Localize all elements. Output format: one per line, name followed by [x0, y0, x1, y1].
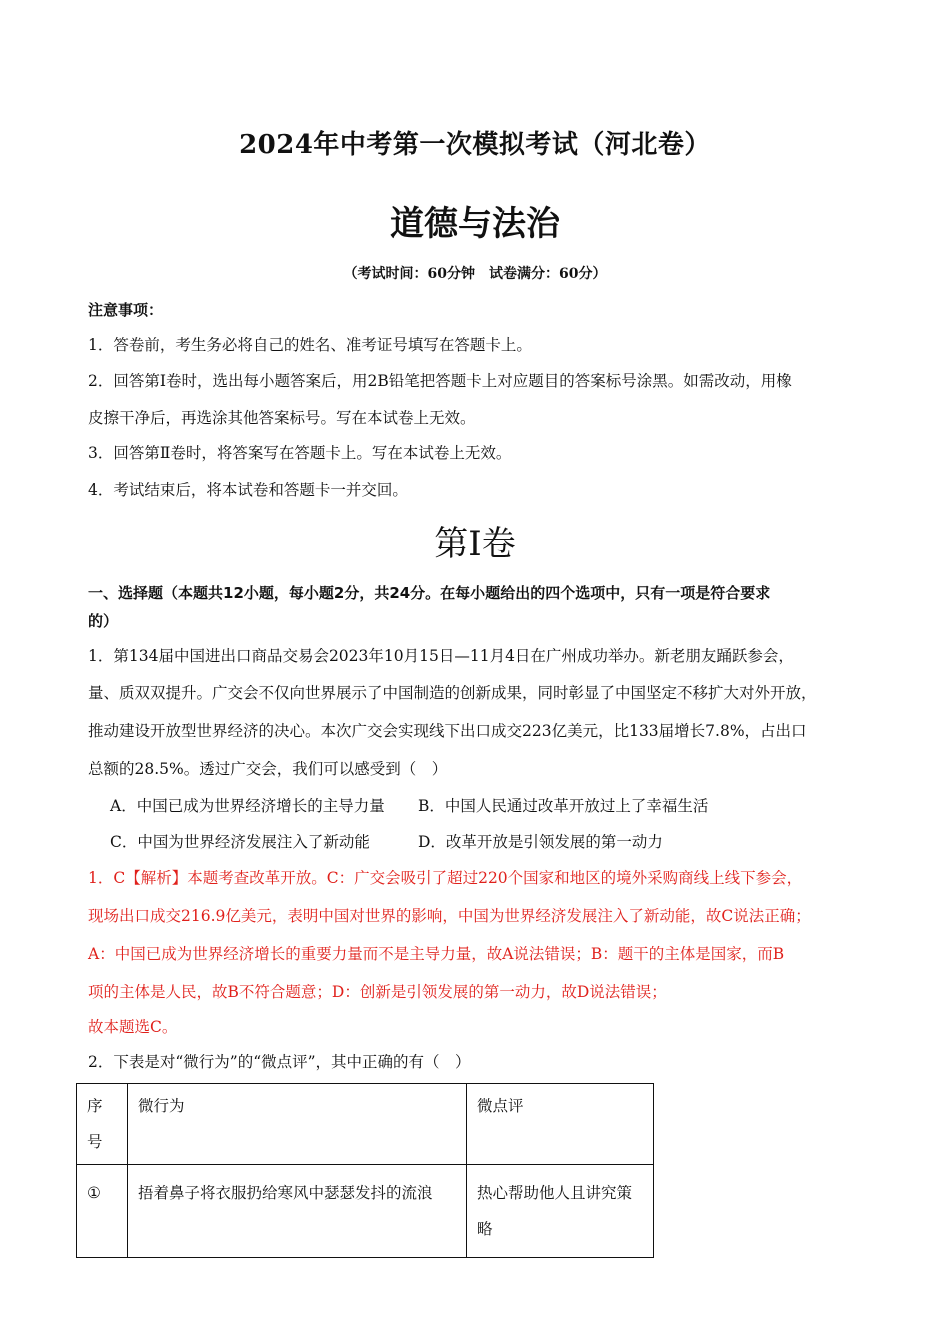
table-header-cell: 微行为 — [128, 1084, 467, 1165]
table-header-cell: 微点评 — [467, 1084, 654, 1165]
q1-answer-line-2: 现场出口成交216.9亿美元，表明中国对世界的影响，中国为世界经济发展注入了新动能，故C说法正确； — [88, 907, 811, 925]
q1-option-d: D．改革开放是引领发展的第一动力 — [418, 833, 663, 851]
q1-option-c: C．中国为世界经济发展注入了新动能 — [110, 833, 370, 851]
section-desc-line-2: 的） — [88, 612, 119, 630]
table-cell: ① — [77, 1165, 128, 1258]
q1-stem-line-2: 量、质双双提升。广交会不仅向世界展示了中国制造的创新成果，同时彰显了中国坚定不移扩大对外开放， — [88, 684, 817, 702]
q1-stem-line-4: 总额的28.5%。透过广交会，我们可以感受到（ ） — [88, 760, 448, 778]
table-cell: 热心帮助他人且讲究策略 — [467, 1165, 654, 1258]
notice-heading: 注意事项： — [88, 301, 164, 319]
q1-answer-line-3: A：中国已成为世界经济增长的重要力量而不是主导力量，故A说法错误；B：题干的主体是国家，而B — [88, 945, 785, 963]
table-cell: 捂着鼻子将衣服扔给寒风中瑟瑟发抖的流浪 — [128, 1165, 467, 1258]
q2-table — [76, 1083, 654, 1258]
exam-title: 2024年中考第一次模拟考试（河北卷） — [239, 130, 711, 160]
q1-stem-line-1: 1．第134届中国进出口商品交易会2023年10月15日—11月4日在广州成功举办。新老朋友踊跃参会， — [88, 647, 794, 665]
section-title: 第Ⅰ卷 — [434, 524, 516, 564]
subject-title: 道德与法治 — [390, 204, 560, 244]
notice-line-1: 1．答卷前，考生务必将自己的姓名、准考证号填写在答题卡上。 — [88, 336, 532, 354]
q1-answer-line-5: 故本题选C。 — [88, 1018, 178, 1036]
q1-answer-line-4: 项的主体是人民，故B不符合题意；D：创新是引领发展的第一动力，故D说法错误； — [88, 983, 667, 1001]
notice-line-4: 4．考试结束后，将本试卷和答题卡一并交回。 — [88, 481, 408, 499]
exam-info: （考试时间：60分钟 试卷满分：60分） — [343, 266, 607, 282]
table-row — [77, 1165, 654, 1258]
table-header-row — [77, 1084, 654, 1165]
q1-answer-line-1: 1．C【解析】本题考查改革开放。C：广交会吸引了超过220个国家和地区的境外采购商线上线下参会， — [88, 869, 803, 887]
q1-option-b: B．中国人民通过改革开放过上了幸福生活 — [418, 797, 709, 815]
q1-stem-line-3: 推动建设开放型世界经济的决心。本次广交会实现线下出口成交223亿美元，比133届增长7.8%，占出口 — [88, 722, 807, 740]
notice-line-3: 3．回答第Ⅱ卷时，将答案写在答题卡上。写在本试卷上无效。 — [88, 444, 512, 462]
notice-line-2-cont: 皮擦干净后，再选涂其他答案标号。写在本试卷上无效。 — [88, 409, 476, 427]
q2-stem: 2．下表是对“微行为”的“微点评”，其中正确的有（ ） — [88, 1053, 471, 1071]
table-header-cell: 序号 — [77, 1084, 128, 1165]
notice-line-2: 2．回答第Ⅰ卷时，选出每小题答案后，用2B铅笔把答题卡上对应题目的答案标号涂黑。如需改动，用橡 — [88, 372, 792, 390]
q1-option-a: A．中国已成为世界经济增长的主导力量 — [110, 797, 385, 815]
section-desc-line-1: 一、选择题（本题共12小题，每小题2分，共24分。在每小题给出的四个选项中，只有一项是符合要求 — [88, 584, 771, 602]
